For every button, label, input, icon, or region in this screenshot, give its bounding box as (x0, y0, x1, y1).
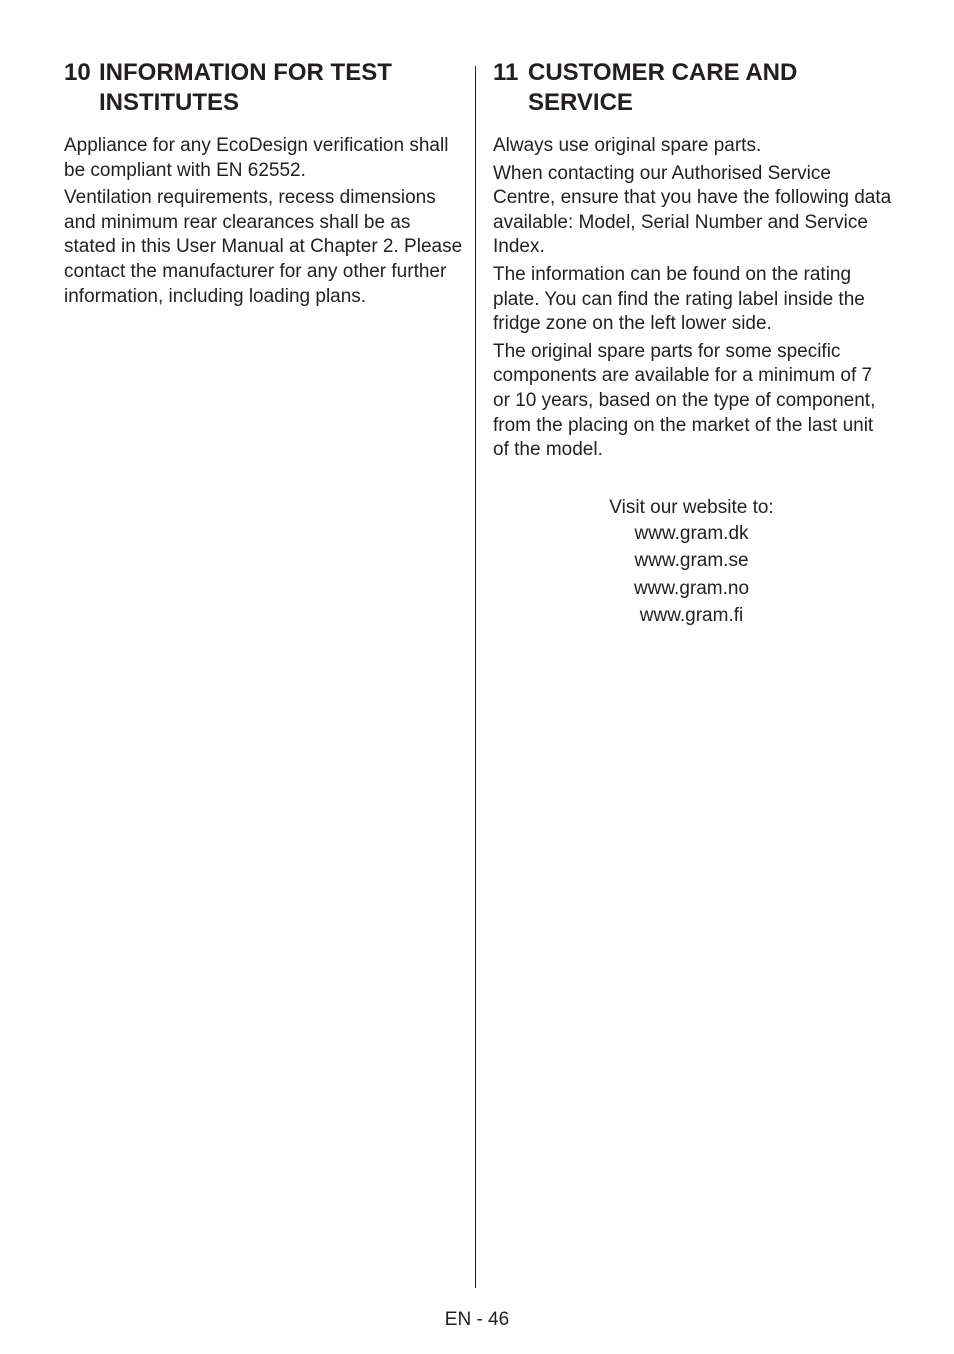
section-10-paragraph: Appliance for any EcoDesign verification shall be compliant with EN 62552. (64, 135, 449, 181)
section-11-number: 11 (493, 59, 519, 86)
section-10-paragraph: Ventilation requirements, recess dimensions and minimum rear clearances shall be as stated in this User Manual at Chapter 2. Please contact the manufacturer for any other further information, including loading plans. (64, 187, 463, 307)
section-11 (493, 58, 893, 630)
website-link-se[interactable]: www.gram.se (634, 550, 749, 572)
section-11-paragraph: When contacting our Authorised Service Centre, ensure that you have the following data available: Model, Serial Number and Service Index. (493, 162, 892, 258)
website-link-fi[interactable]: www.gram.fi (639, 605, 744, 627)
section-11-title: CUSTOMER CARE AND SERVICE (528, 59, 798, 116)
section-10-number: 10 (64, 59, 91, 86)
column-divider (475, 66, 476, 1288)
section-11-paragraph: The information can be found on the rating plate. You can find the rating label inside the fridge zone on the left lower side. (493, 263, 865, 335)
website-link-dk[interactable]: www.gram.dk (634, 522, 749, 544)
section-11-heading (493, 58, 893, 118)
section-10 (64, 58, 464, 312)
websites-intro: Visit our website to: (609, 496, 774, 518)
section-10-title: INFORMATION FOR TEST INSTITUTES (99, 59, 392, 116)
section-10-heading (64, 58, 464, 118)
websites-block (493, 495, 890, 630)
website-link-no[interactable]: www.gram.no (633, 577, 750, 599)
section-11-paragraph: The original spare parts for some specific components are available for a minimum of 7 or 10 years, based on the type of component, from the placing on the market of the last unit of the model. (493, 340, 876, 461)
section-11-paragraph: Always use original spare parts. (493, 135, 762, 156)
page-number: EN - 46 (444, 1309, 510, 1330)
